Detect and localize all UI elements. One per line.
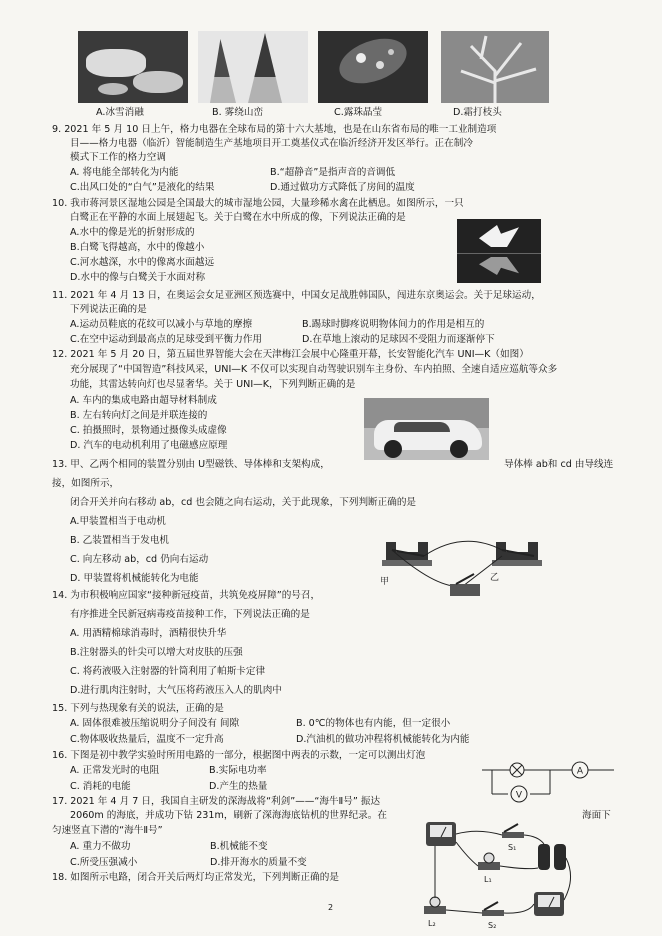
q14-option-d: D.进行肌肉注射时，大气压将药液压入人的肌肉中 — [70, 685, 282, 696]
q13-figure-generators — [378, 520, 558, 616]
q17-stem-line-3: 匀速竖直下潜的“海牛Ⅱ号” — [52, 825, 163, 836]
q8-option-a: A.冰雪消融 — [96, 107, 144, 118]
q12-option-b: B. 左右转向灯之间是并联连接的 — [70, 410, 208, 421]
q16-option-d: D.产生的热量 — [209, 781, 268, 792]
q13-stem-line-2: 接，如图所示， — [52, 478, 120, 489]
q17-option-a: A. 重力不做功 — [70, 841, 131, 852]
q16-option-a: A. 正常发光时的电阻 — [70, 765, 160, 776]
q13-option-b: B. 乙装置相当于发电机 — [70, 535, 170, 546]
q12-option-c: C. 拍摄照时，景物通过摄像头成虚像 — [70, 425, 227, 436]
q13-option-d: D. 甲装置将机械能转化为电能 — [70, 573, 199, 584]
photo-mountain-fog — [198, 31, 308, 103]
q17-option-b: B.机械能不变 — [210, 841, 268, 852]
fig-label-yi: 乙 — [490, 573, 500, 583]
q10-stem-line-1: 10. 我市蒋河景区湿地公园是全国最大的城市湿地公园，大量珍稀水禽在此栖息。如图所示，一只 — [52, 198, 464, 209]
q12-stem-line-1: 12. 2021 年 5 月 20 日，第五届世界智能大会在天津梅江会展中心隆重开幕，长安智能化汽车 UNI—K（如图） — [52, 349, 529, 360]
label-s1: S₁ — [508, 843, 517, 852]
photo-ice-melting — [78, 31, 188, 103]
q12-stem-line-2: 充分展现了“中国智造”科技风采，UNI—K 不仅可以实现自动驾驶识别车主身份、车内拍照、全速自适应巡航等众多 — [70, 364, 558, 375]
q14-stem-line-2: 有序推进全民新冠病毒疫苗接种工作，下列说法正确的是 — [70, 609, 310, 620]
q18-figure-circuit — [418, 818, 578, 930]
q15-option-d: D.汽油机的做功冲程将机械能转化为内能 — [296, 734, 470, 745]
label-s2: S₂ — [488, 921, 497, 930]
q9-option-c: C.出风口处的“白气”是液化的结果 — [70, 182, 215, 193]
page-number: 2 — [328, 903, 334, 912]
q11-option-a: A.运动员鞋底的花纹可以减小与草地的摩擦 — [70, 319, 253, 330]
q8-option-c: C.露珠晶莹 — [334, 107, 383, 118]
label-l2: L₂ — [428, 919, 436, 928]
q13-stem-line-3: 闭合开关并向右移动 ab，cd 也会随之向右运动，关于此现象，下列判断正确的是 — [70, 497, 417, 508]
q8-option-b: B. 雾绕山峦 — [212, 107, 264, 118]
q10-option-a: A.水中的像是光的折射形成的 — [70, 227, 195, 238]
q10-stem-line-2: 白鹭正在平静的水面上展翅起飞。关于白鹭在水中所成的像，下列说法正确的是 — [70, 212, 406, 223]
lamp-l2 — [424, 897, 446, 914]
q9-stem-line-1: 9. 2021 年 5 月 10 日上午，格力电器在全球布局的第十六大基地，也是在山东省布局的唯一工业制造项 — [52, 124, 497, 135]
q11-option-d: D.在草地上滚动的足球因不受阻力而逐渐停下 — [302, 334, 495, 345]
svg-text:V: V — [515, 790, 523, 801]
photo-egret — [457, 219, 541, 283]
q13-stem-line-1: 13. 甲、乙两个相同的装置分别由 U型磁铁、导体棒和支架构成， — [52, 459, 330, 470]
q17-option-d: D.排开海水的质量不变 — [210, 857, 307, 868]
q9-stem-line-2: 目——格力电器（临沂）智能制造生产基地项目开工奠基仪式在临沂经济开发区举行。正在制冷 — [70, 138, 473, 149]
q10-option-b: B.白鹭飞得越高，水中的像越小 — [70, 242, 205, 253]
q16-stem: 16. 下图是初中教学实验时所用电路的一部分，根据图中两表的示数，一定可以测出灯泡 — [52, 750, 426, 761]
q12-option-d: D. 汽车的电动机利用了电磁感应原理 — [70, 440, 228, 451]
switch — [450, 574, 480, 596]
lamp-l1 — [478, 853, 500, 870]
q15-stem: 15. 下列与热现象有关的说法，正确的是 — [52, 703, 224, 714]
q16-figure-circuit — [482, 756, 614, 804]
q12-stem-line-3: 功能，其雷达转向灯也尽显奢华。关于 UNI—K，下列判断正确的是 — [70, 379, 356, 390]
q10-option-c: C.河水越深，水中的像离水面越远 — [70, 257, 215, 268]
photo-frost-branches — [441, 31, 549, 103]
fig-label-jia: 甲 — [380, 577, 390, 587]
meter-right — [534, 892, 564, 916]
q17-stem-line-2-right: 海面下 — [582, 810, 611, 821]
q13-stem-line-1-right: 导体棒 ab和 cd 由导线连 — [504, 459, 614, 470]
q14-stem-line-1: 14. 为市积极响应国家“接种新冠疫苗，共筑免疫屏障”的号召， — [52, 590, 321, 601]
battery-pair — [538, 844, 566, 870]
magnet-yi — [492, 542, 542, 566]
q13-option-a: A.甲装置相当于电动机 — [70, 516, 166, 527]
q11-stem-line-1: 11. 2021 年 4 月 13 日，在奥运会女足亚洲区预选赛中，中国女足战胜韩国队，闯进东京奥运会。关于足球运动， — [52, 290, 541, 301]
connecting-wire — [392, 541, 502, 586]
q15-option-c: C.物体吸收热量后，温度不一定升高 — [70, 734, 224, 745]
q16-option-c: C. 消耗的电能 — [70, 781, 131, 792]
q8-option-d: D.霜打枝头 — [453, 107, 502, 118]
svg-text:A: A — [576, 766, 584, 777]
q14-option-c: C. 将药液吸入注射器的针筒利用了帕斯卡定律 — [70, 666, 266, 677]
q14-option-a: A. 用酒精棉球消毒时，酒精很快升华 — [70, 628, 227, 639]
q17-stem-line-2: 2060m 的海底，并成功下钻 231m，刷新了深海海底钻机的世界纪录。在 — [70, 810, 387, 821]
q12-option-a: A. 车内的集成电路由超导材料制成 — [70, 395, 217, 406]
q18-stem: 18. 如图所示电路，闭合开关后两灯均正常发光，下列判断正确的是 — [52, 872, 339, 883]
photo-dewdrops — [318, 31, 428, 103]
label-l1: L₁ — [484, 875, 492, 884]
q11-stem-line-2: 下列说法正确的是 — [70, 304, 147, 315]
q13-option-c: C. 向左移动 ab，cd 仍向右运动 — [70, 554, 209, 565]
q9-option-b: B.“超静音”是指声音的音调低 — [270, 167, 396, 178]
q16-option-b: B.实际电功率 — [209, 765, 267, 776]
q9-stem-line-3: 模式下工作的格力空调 — [70, 152, 166, 163]
q14-option-b: B.注射器头的针尖可以增大对皮肤的压强 — [70, 647, 243, 658]
q17-stem-line-1: 17. 2021 年 4 月 7 日，我国自主研发的深海战将“利剑”——“海牛Ⅱ号” 振达 — [52, 796, 381, 807]
q11-option-b: B.踢球时脚疼说明物体间力的作用是相互的 — [302, 319, 485, 330]
q15-option-b: B. 0℃的物体也有内能，但一定很小 — [296, 718, 451, 729]
photo-car-uni-k — [364, 398, 489, 460]
q11-option-c: C.在空中运动到最高点的足球受到平衡力作用 — [70, 334, 263, 345]
q10-option-d: D.水中的像与白鹭关于水面对称 — [70, 272, 206, 283]
q15-option-a: A. 固体很难被压缩说明分子间没有 间隙 — [70, 718, 240, 729]
switch-s1 — [502, 824, 524, 838]
meter-left — [426, 822, 456, 846]
voltmeter-symbol — [511, 786, 527, 802]
q9-option-d: D.通过做功方式降低了房间的温度 — [270, 182, 415, 193]
q17-option-c: C.所受压强减小 — [70, 857, 138, 868]
switch-s2 — [482, 902, 504, 916]
q9-option-a: A. 将电能全部转化为内能 — [70, 167, 179, 178]
ammeter-symbol — [572, 762, 588, 778]
lamp-symbol — [510, 763, 524, 777]
